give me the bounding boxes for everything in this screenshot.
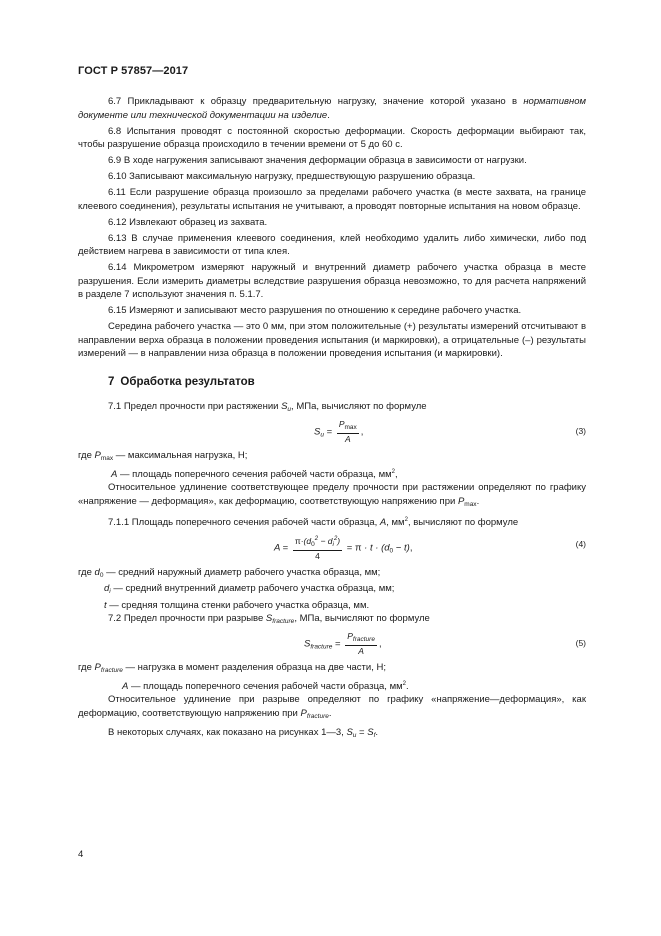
where-3-a: где $P_{max}$ — максимальная нагрузка, Н;: [78, 450, 248, 462]
formula-5: [78, 631, 586, 657]
formula-3: [78, 419, 586, 445]
paragraph-last: В некоторых случаях, как показано на рисунках 1—3, $S_u = S_f$.: [108, 726, 379, 739]
where-5-a: где $P_{fracture}$ — нагрузка в момент разделения образца на две части, Н;: [78, 662, 386, 674]
paragraph-6-13: 6.13 В случае применения клеевого соединения, клей необходимо удалить либо химически, либо под действием нагрева в зависимости от типа клея.: [78, 232, 586, 257]
formula-3-expression: $S_u$ = $\frac{P_{max}}{A}$ ,: [314, 419, 364, 444]
formula-4-expression: A = $\frac{\pi\cdot(d_0^2 - d_i^2)}{4}$ = $\pi \cdot t \cdot (d_0 - t)$,: [274, 535, 413, 561]
section-heading: 7 Обработка результатов: [108, 375, 255, 388]
where-4-a: где $d_0$ — средний наружный диаметр рабочего участка образца, мм;: [78, 566, 381, 579]
paragraph-6-9: 6.9 В ходе нагружения записывают значения деформации образца в зависимости от нагрузки.: [108, 155, 527, 166]
paragraph-7-1-1: 7.1.1 Площадь поперечного сечения рабочей части образца, A, $мм^2$, вычисляют по формуле: [108, 516, 519, 528]
formula-5-expression: $S_{fracture}$ = $\frac{P_{fracture}}{A}$ ,: [304, 631, 382, 656]
paragraph-6-10: 6.10 Записывают максимальную нагрузку, предшествующую разрушению образца.: [108, 171, 476, 182]
formula-4: [78, 532, 586, 562]
paragraph-6-11: 6.11 Если разрушение образца произошло за пределами рабочего участка (в месте захвата, на границе клеевого соединения), результаты испытания не учитывают, а проводят повторные испытания на новом образце.: [78, 187, 586, 212]
paragraph-7-2: 7.2 Предел прочности при разрыве $S_{fracture}$, МПа, вычисляют по формуле: [108, 613, 430, 625]
formula-5-number: (5): [575, 638, 586, 648]
formula-3-number: (3): [575, 426, 586, 436]
paragraph-6-14: 6.14 Микрометром измеряют наружный и внутренний диаметр рабочего участка образца в месте разрушения. Если измерить диаметры вследствие разрушения образца невозможно, то для расчета напряжений в разделе 7 используют значения п. 5.1.7.: [78, 262, 586, 300]
paragraph-7-1: 7.1 Предел прочности при растяжении $S_u$, МПа, вычисляют по формуле: [108, 401, 427, 413]
page-header: ГОСТ Р 57857—2017: [78, 65, 189, 77]
page-number: 4: [78, 849, 84, 860]
where-3-b: A — площадь поперечного сечения рабочей части образца, $мм^2$,: [111, 468, 398, 480]
formula-4-number: (4): [575, 538, 586, 549]
paragraph-6-12: 6.12 Извлекают образец из захвата.: [108, 216, 268, 228]
where-4-c: t — средняя толщина стенки рабочего участка образца, мм.: [104, 599, 370, 611]
paragraph-6-7: 6.7 Прикладывают к образцу предварительную нагрузку, значение которой указано в нормативном документе или технической документации на изделие.: [78, 96, 586, 121]
where-4-b: $d_i$ — средний внутренний диаметр рабочего участка образца, мм;: [104, 583, 395, 595]
paragraph-6-8: 6.8 Испытания проводят с постоянной скоростью деформации. Скорость деформации выбирают так, чтобы разрушение образца происходило в течении времени от 5 до 60 с.: [78, 125, 586, 150]
where-5-b: A — площадь поперечного сечения рабочей части образца, $мм^2$.: [122, 680, 409, 692]
paragraph-elongation-1: Относительное удлинение соответствующее пределу прочности при растяжении определяют по графику «напряжение — деформация», как деформацию, соответствующую напряжению при $P_{max}$.: [78, 482, 586, 508]
document-body: [78, 95, 586, 745]
paragraph-elongation-2: Относительное удлинение при разрыве определяют по графику «напряжение—деформация», как деформацию, соответствующую напряжению при $P_{fracture}$.: [78, 694, 586, 720]
paragraph-middle: Середина рабочего участка — это 0 мм, при этом положительные (+) результаты измерений отсчитывают в направлении верха образца в положении проведения испытания (и маркировки), а отрицательные (–) результаты измерений — в направлении низа образца в положении проведения испытания (и маркировки).: [78, 321, 586, 359]
paragraph-6-15: 6.15 Измеряют и записывают место разрушения по отношению к середине рабочего участка.: [108, 305, 522, 316]
